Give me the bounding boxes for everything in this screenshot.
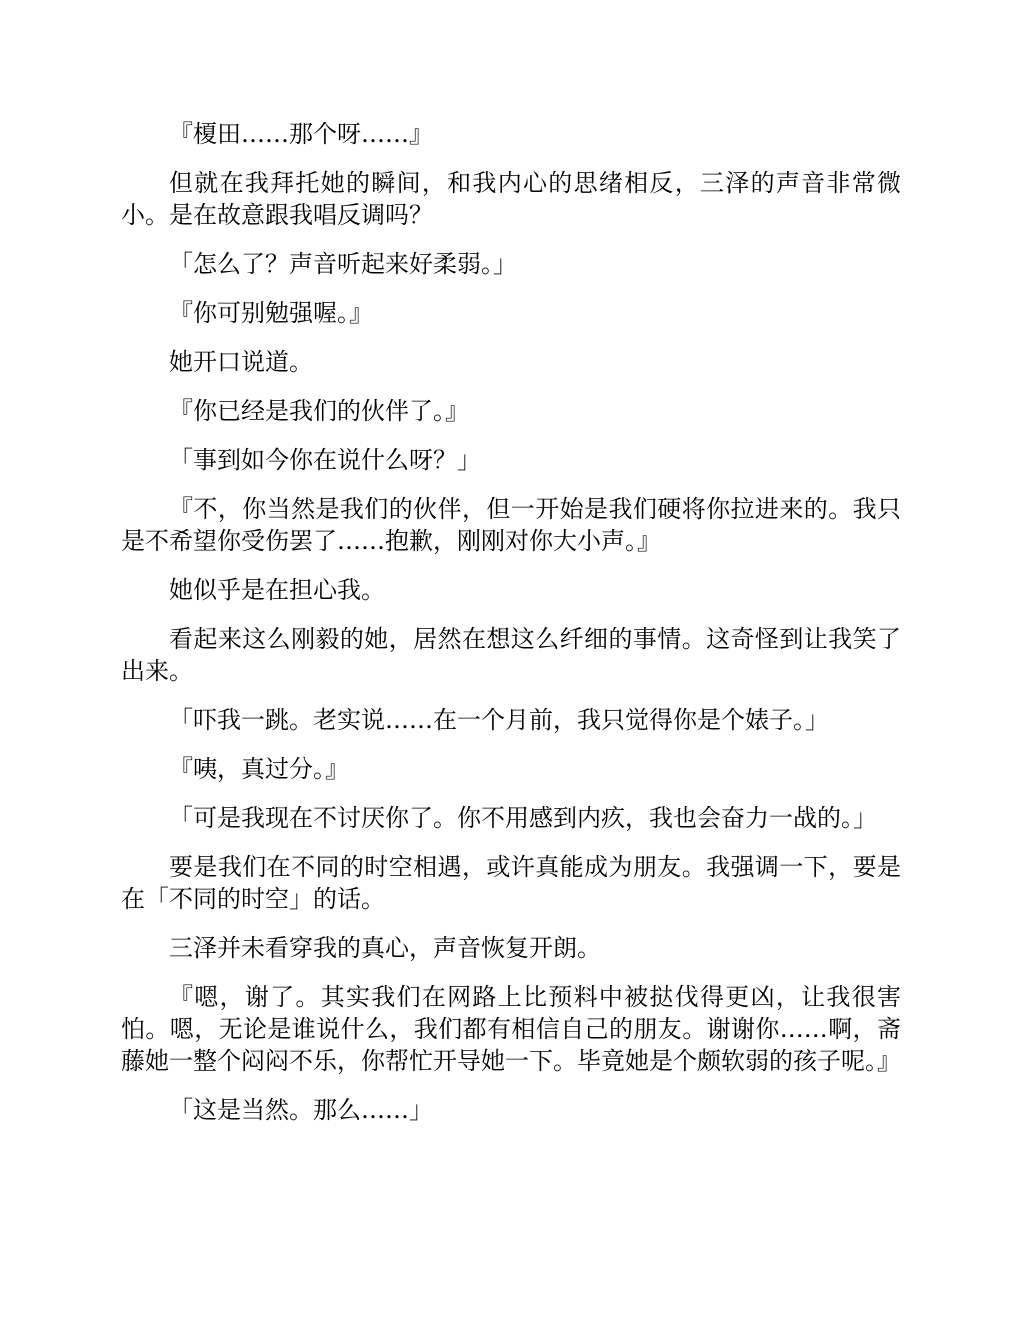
paragraph: 『榎田……那个呀……』 [169,120,433,148]
paragraph: 「可是我现在不讨厌你了。你不用感到内疚，我也会奋力一战的。」 [169,804,877,832]
paragraph: 『不，你当然是我们的伙伴，但一开始是我们硬将你拉进来的。我只是不希望你受伤罢了……抱歉，刚刚对你大小声。』 [121,495,901,555]
paragraph: 她开口说道。 [169,348,313,376]
paragraph: 「这是当然。那么……」 [169,1096,433,1124]
paragraph: 『嗯，谢了。其实我们在网路上比预料中被挞伐得更凶，让我很害怕。嗯，无论是谁说什么，我们都有相信自己的朋友。谢谢你……啊，斋藤她一整个闷闷不乐，你帮忙开导她一下。毕竟她是个颇软弱的孩子呢。』 [121,983,901,1075]
paragraph: 但就在我拜托她的瞬间，和我内心的思绪相反，三泽的声音非常微小。是在故意跟我唱反调吗？ [121,169,901,229]
paragraph: 『咦，真过分。』 [169,755,349,783]
paragraph: 「怎么了？声音听起来好柔弱。」 [169,250,517,278]
paragraph: 要是我们在不同的时空相遇，或许真能成为朋友。我强调一下，要是在「不同的时空」的话。 [121,853,901,913]
paragraph: 看起来这么刚毅的她，居然在想这么纤细的事情。这奇怪到让我笑了出来。 [121,625,901,685]
document-page [121,118,901,1143]
paragraph: 「吓我一跳。老实说……在一个月前，我只觉得你是个婊子。」 [169,706,829,734]
paragraph: 「事到如今你在说什么呀？」 [169,446,481,474]
paragraph: 『你已经是我们的伙伴了。』 [169,397,469,425]
paragraph: 她似乎是在担心我。 [169,576,385,604]
paragraph: 三泽并未看穿我的真心，声音恢复开朗。 [169,934,601,962]
paragraph: 『你可别勉强喔。』 [169,299,373,327]
